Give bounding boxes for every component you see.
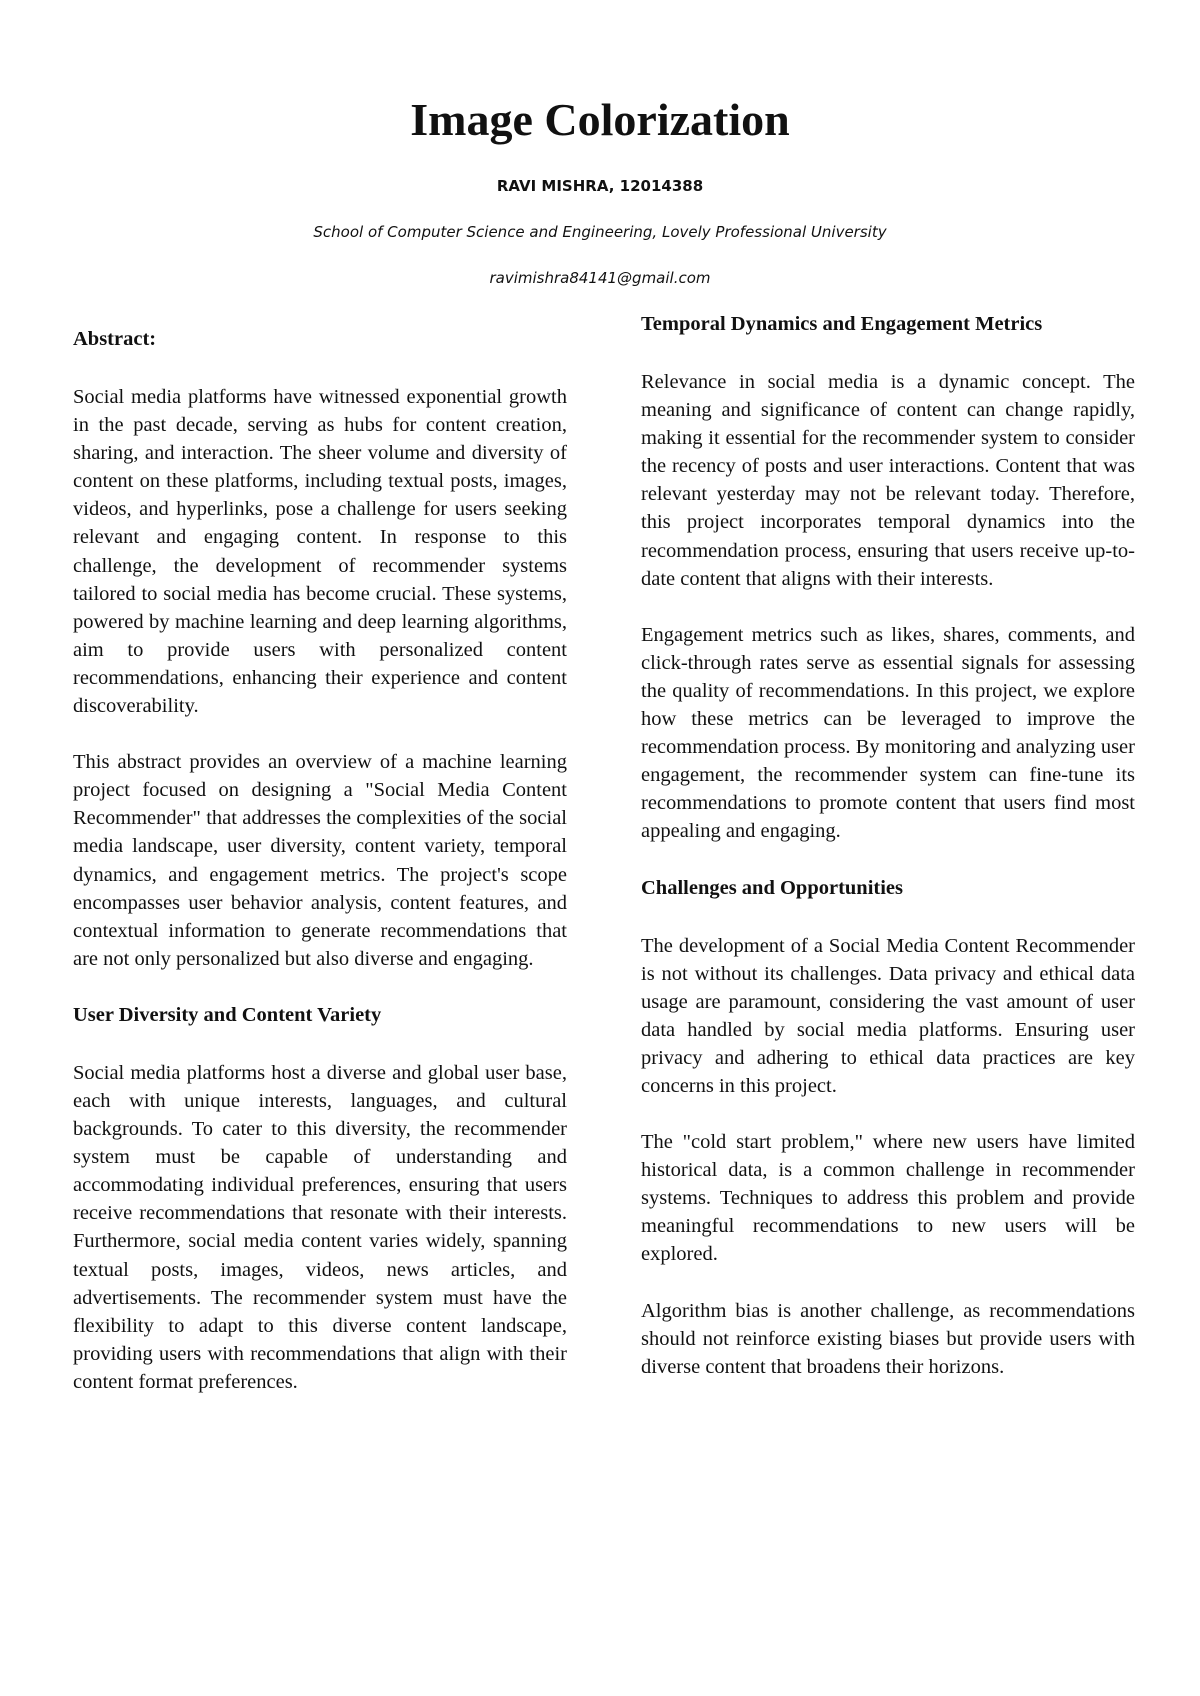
section-heading-user-diversity: User Diversity and Content Variety — [73, 1003, 382, 1026]
author-email: ravimishra84141@gmail.com — [489, 269, 711, 287]
engagement-metrics-paragraph: Engagement metrics such as likes, shares, comments, and click-through rates serve as essential signals for assessing the quality of recommendations. In this project, we explore how these metrics can be leveraged to improve the recommendation process. By monitoring and analyzing user engagement, the recommender system can fine-tune its recommendations to promote content that users find most appealing and engaging. — [641, 623, 1135, 843]
right-column — [641, 310, 1135, 1409]
temporal-dynamics-paragraph: Relevance in social media is a dynamic concept. The meaning and significance of content can change rapidly, making it essential for the recommender system to consider the recency of posts and user interactions. Content that was relevant yesterday may not be relevant today. Therefore, this project incorporates temporal dynamics into the recommendation process, ensuring that users receive up-to-date content that aligns with their interests. — [641, 371, 1135, 590]
section-heading-challenges: Challenges and Opportunities — [641, 876, 903, 899]
challenges-paragraph-1: The development of a Social Media Content Recommender is not without its challenges. Data privacy and ethical data usage are paramount, considering the vast amount of user data handled by social media platforms. Ensuring user privacy and adhering to ethical data practices are key concerns in this project. — [641, 934, 1135, 1097]
abstract-paragraph-2: This abstract provides an overview of a machine learning project focused on designing a "Social Media Content Recommender" that addresses the complexities of the social media landscape, user diversity, content variety, temporal dynamics, and engagement metrics. The project's scope encompasses user behavior analysis, content features, and contextual information to generate recommendations that are not only personalized but also diverse and engaging. — [73, 751, 567, 970]
affiliation: School of Computer Science and Engineering, Lovely Professional University — [313, 223, 887, 241]
left-column — [73, 325, 567, 1424]
abstract-paragraph-1: Social media platforms have witnessed exponential growth in the past decade, serving as hubs for content creation, sharing, and interaction. The sheer volume and diversity of content on these platforms, including textual posts, images, videos, and hyperlinks, pose a challenge for users seeking relevant and engaging content. In response to this challenge, the development of recommender systems tailored to social media has become crucial. These systems, powered by machine learning and deep learning algorithms, aim to provide users with personalized content recommendations, enhancing their experience and content discoverability. — [73, 386, 567, 718]
challenges-paragraph-2: The "cold start problem," where new users have limited historical data, is a common challenge in recommender systems. Techniques to address this problem and provide meaningful recommendations to new users will be explored. — [641, 1131, 1135, 1266]
author-line: RAVI MISHRA, 12014388 — [496, 177, 704, 195]
paper-title: Image Colorization — [410, 94, 790, 145]
abstract-heading: Abstract: — [73, 328, 157, 350]
user-diversity-paragraph: Social media platforms host a diverse and global user base, each with unique interests, languages, and cultural backgrounds. To cater to this diversity, the recommender system must be capable of understanding and accommodating individual preferences, ensuring that users receive recommendations that resonate with their interests. Furthermore, social media content varies widely, spanning textual posts, images, videos, news articles, and advertisements. The recommender system must have the flexibility to adapt to this diverse content landscape, providing users with recommendations that align with their content format preferences. — [73, 1061, 567, 1393]
section-heading-temporal-dynamics: Temporal Dynamics and Engagement Metrics — [641, 313, 1043, 335]
challenges-paragraph-3: Algorithm bias is another challenge, as recommendations should not reinforce existing biases but provide users with diverse content that broadens their horizons. — [641, 1299, 1135, 1378]
